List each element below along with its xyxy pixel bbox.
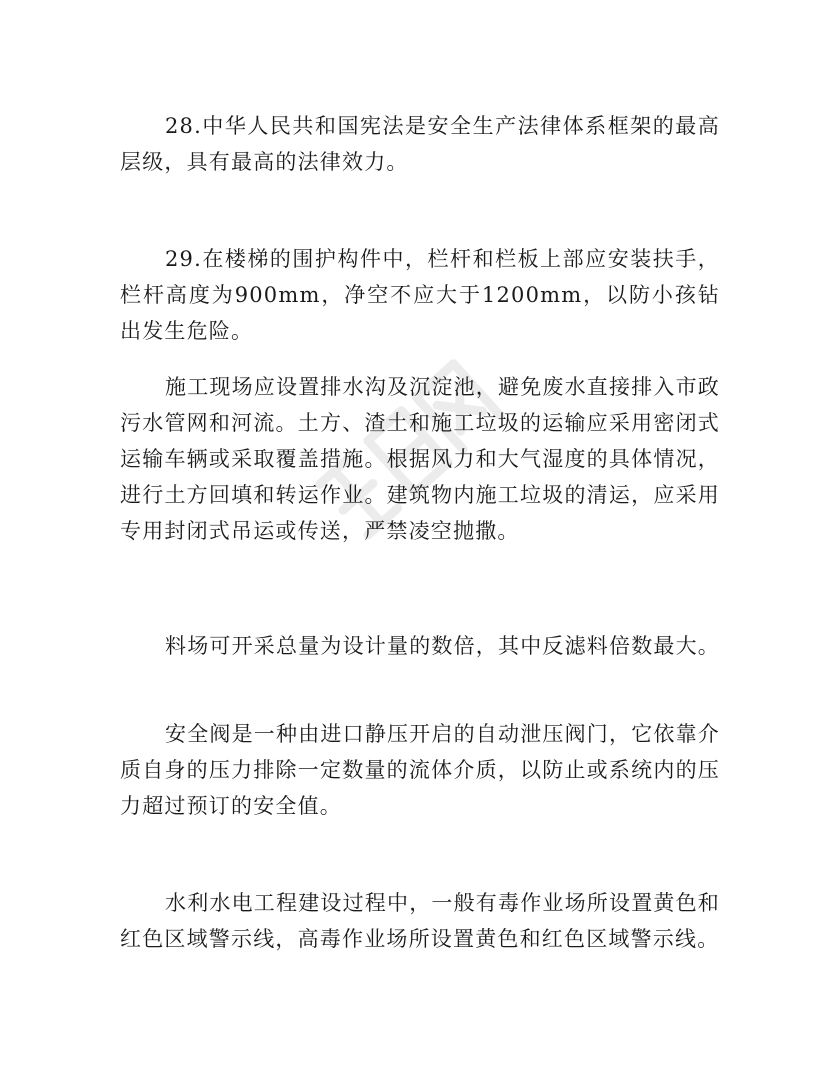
paragraph-29: 29.在楼梯的围护构件中，栏杆和栏板上部应安装扶手，栏杆高度为900mm，净空不应大于1200mm，以防小孩钻出发生危险。 (120, 247, 720, 343)
paragraph-28: 28.中华人民共和国宪法是安全生产法律体系框架的最高层级，具有最高的法律效力。 (120, 114, 720, 174)
paragraph-quarry: 料场可开采总量为设计量的数倍，其中反滤料倍数最大。 (165, 634, 720, 658)
paragraph-safety-valve: 安全阀是一种由进口静压开启的自动泄压阀门，它依靠介质自身的压力排除一定数量的流体介质，以防止或系统内的压力超过预订的安全值。 (120, 722, 720, 818)
paragraph-site-drainage: 施工现场应设置排水沟及沉淀池，避免废水直接排入市政污水管网和河流。土方、渣土和施工垃圾的运输应采用密闭式运输车辆或采取覆盖措施。根据风力和大气湿度的具体情况，进行土方回填和转运作业。建筑物内施工垃圾的清运，应采用专用封闭式吊运或传送，严禁凌空抛撒。 (120, 375, 720, 543)
paragraph-warning-lines: 水利水电工程建设过程中，一般有毒作业场所设置黄色和红色区域警示线，高毒作业场所设置黄色和红色区域警示线。 (120, 891, 720, 951)
